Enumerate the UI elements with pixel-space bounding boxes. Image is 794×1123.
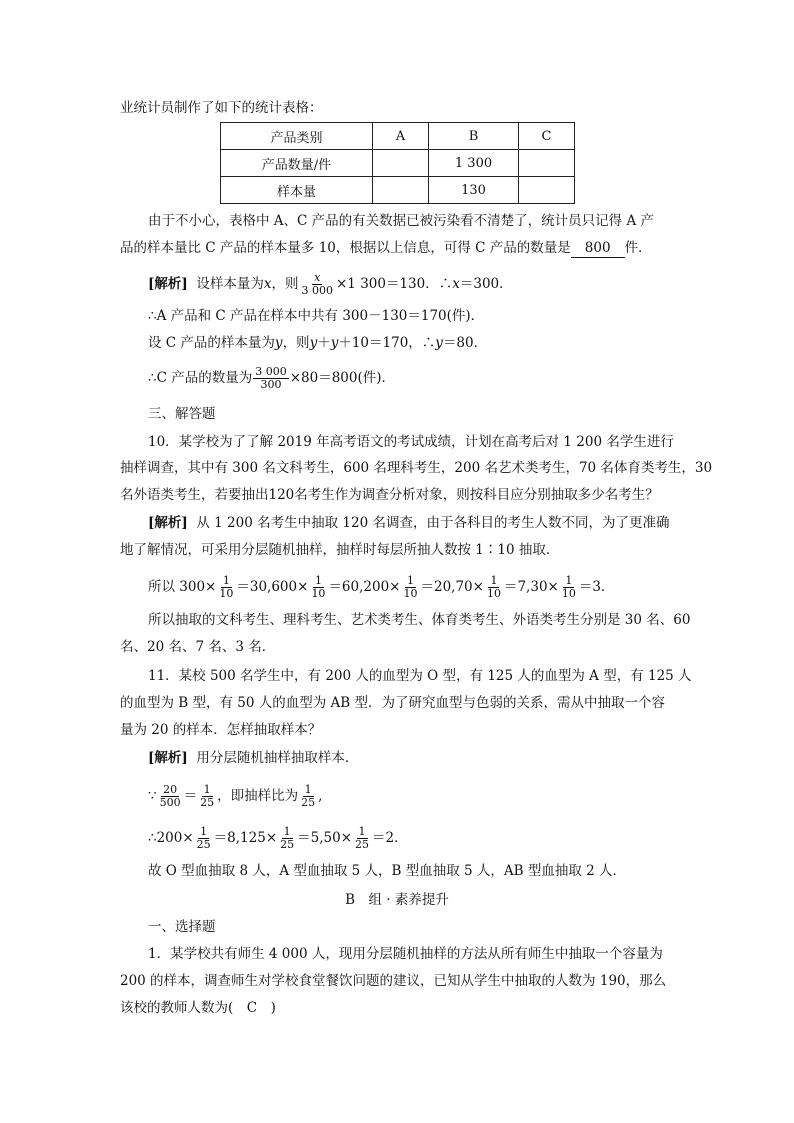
var-y: y <box>330 335 339 351</box>
table-cell: 130 <box>429 177 519 204</box>
fraction <box>485 575 503 600</box>
frac-den: 10 <box>486 587 501 600</box>
table-cell <box>373 177 429 204</box>
fraction <box>158 784 183 809</box>
frac-den: 300 <box>260 378 282 391</box>
table-header-cell: C <box>519 123 575 150</box>
frac-den: 10 <box>219 587 234 600</box>
frac-den: 10 <box>403 587 418 600</box>
q10-jx2: 地了解情况，可采用分层随机抽样，抽样时每层所抽人数按 1∶10 抽取． <box>120 542 560 558</box>
frac-num: 1 <box>200 825 208 838</box>
q9-text: 件． <box>624 240 652 256</box>
frac-num: 1 <box>222 574 230 587</box>
q10-line3: 名外语类考生，若要抽出120名考生作为调查分析对象，则按科目应分别抽取多少名考生？ <box>120 487 659 503</box>
q11-text: ＝5,50× <box>297 830 353 846</box>
var-y: y <box>435 335 443 351</box>
var-x: x <box>263 276 272 292</box>
because-symbol: ∵ <box>148 788 157 804</box>
frac-den: 3 000 <box>301 284 333 297</box>
q11-line2: 的血型为 B 型，有 50 人的血型为 AB 型．为了研究血型与色弱的关系，需从中抽取一个容 <box>120 695 666 711</box>
q9-jx2: ∴A 产品和 C 产品在样本中共有 300－130＝170(件)． <box>148 308 485 324</box>
q11-text: ＝8,125× <box>213 830 278 846</box>
b1-line2: 200 的样本，调查师生对学校食堂餐饮问题的建议，已知从学生中抽取的人数为 190，那么 <box>120 973 667 989</box>
table-header-cell: A <box>373 123 429 150</box>
q9-text: ＝300． <box>459 276 513 292</box>
q10-line1: 10．某学校为了了解 2019 年高考语文的考试成绩，计划在高考后对 1 200 名学生进行 <box>148 434 674 450</box>
frac-num: 20 <box>163 783 178 796</box>
frac-num: 1 <box>565 574 573 587</box>
stats-table <box>220 122 575 204</box>
frac-den: 10 <box>561 587 576 600</box>
fraction <box>198 784 216 809</box>
table-cell: 1 300 <box>429 150 519 177</box>
var-y: y <box>309 335 318 351</box>
q9-text: 品的样本量比 C 产品的样本量多 10，根据以上信息，可得 C 产品的数量是 <box>120 240 571 256</box>
frac-den: 25 <box>355 838 370 851</box>
q11-text: ＝ <box>183 788 198 804</box>
q11-text: ，即抽样比为 <box>217 788 299 804</box>
fraction <box>300 272 336 297</box>
fraction <box>299 784 317 809</box>
table-cell: 样本量 <box>221 177 373 204</box>
table-cell <box>519 177 575 204</box>
frac-num: 1 <box>304 783 312 796</box>
q10-res2: 名、20 名、7 名、3 名． <box>120 639 276 655</box>
q10-calc <box>148 575 614 600</box>
frac-num: 1 <box>407 574 414 587</box>
q9-answer: 800 <box>571 239 625 258</box>
fraction <box>278 826 296 851</box>
q11-final: 故 O 型血抽取 8 人，A 型血抽取 5 人，B 型血抽取 5 人，AB 型血抽取 2 人． <box>148 863 627 879</box>
b1-line1: 1．某学校共有师生 4 000 人，现用分层随机抽样的方法从所有师生中抽取一个容量为 <box>148 946 663 962</box>
q10-text: ＝30,600× <box>236 579 309 595</box>
table-cell <box>519 150 575 177</box>
q11-line1: 11．某校 500 名学生中，有 200 人的血型为 O 型，有 125 人的血型为 A 型，有 125 人 <box>148 668 692 684</box>
q9-line1: 由于不小心，表格中 A、C 产品的有关数据已被污染看不清楚了，统计员只记得 A 产 <box>148 213 654 229</box>
q9-jx3: 设 C 产品的样本量为y，则y＋y＋10＝170，∴y＝80． <box>148 335 488 351</box>
frac-den: 25 <box>196 838 211 851</box>
frac-num: 1 <box>358 825 366 838</box>
q9-text: 设 C 产品的样本量为 <box>148 335 275 351</box>
b1-line3: 该校的教师人数为( C ) <box>120 1000 276 1016</box>
table-row <box>221 150 575 177</box>
fraction <box>195 826 213 851</box>
q10-text: ＝7,30× <box>503 579 559 595</box>
fraction <box>353 826 371 851</box>
fraction <box>217 575 235 600</box>
q11-jx1 <box>148 749 358 767</box>
q10-jx1 <box>148 514 669 532</box>
q11-ratio <box>148 784 322 809</box>
table-row <box>221 177 575 204</box>
q9-jx4 <box>148 366 395 391</box>
intro-text: 业统计员制作了如下的统计表格： <box>120 100 323 116</box>
var-y: y <box>274 335 283 351</box>
q9-text: ×80＝800(件)． <box>289 370 396 386</box>
group-heading: B 组 · 素养提升 <box>345 892 449 908</box>
fraction <box>253 366 289 391</box>
table-header-cell: B <box>429 123 519 150</box>
q10-text: 从 1 200 名考生中抽取 120 名调查，由于各科目的考生人数不同，为了更准确 <box>196 515 670 531</box>
table-header-cell: 产品类别 <box>221 123 373 150</box>
q9-text: 设样本量为 <box>196 276 264 292</box>
frac-num: 1 <box>283 825 291 838</box>
q9-text: ∴C 产品的数量为 <box>148 370 253 386</box>
table-header-row <box>221 123 575 150</box>
frac-den: 10 <box>311 587 326 600</box>
analysis-tag: [解析] <box>148 515 188 531</box>
q10-line2: 抽样调查，其中有 300 名文科考生，600 名理科考生，200 名艺术类考生，70 名体育类考生，30 <box>120 460 713 476</box>
q10-text: ＝20,70× <box>420 579 484 595</box>
q9-text: ，则 <box>282 335 310 351</box>
frac-den: 25 <box>301 796 316 809</box>
table-cell <box>373 150 429 177</box>
q10-res1: 所以抽取的文科考生、理科考生、艺术类考生、体育类考生、外语类考生分别是 30 名、60 <box>148 612 691 628</box>
q9-jx1 <box>148 272 513 297</box>
frac-den: 25 <box>200 796 215 809</box>
frac-num: 3 000 <box>255 365 287 378</box>
frac-num: 1 <box>490 574 498 587</box>
frac-den: 25 <box>280 838 295 851</box>
fraction <box>560 575 578 600</box>
q10-text: ＝3． <box>578 579 615 595</box>
q11-line3: 量为 20 的样本．怎样抽取样本？ <box>120 722 322 738</box>
q9-text: ＝80． <box>442 335 488 351</box>
frac-den: 500 <box>159 796 181 809</box>
frac-num: 1 <box>314 574 322 587</box>
q11-calc <box>148 826 408 851</box>
q10-text: 所以 300× <box>148 579 217 595</box>
fraction <box>402 575 420 600</box>
q9-text: ×1 300＝130．∴ <box>336 276 453 292</box>
fraction <box>309 575 327 600</box>
q9-text: ，则 <box>271 276 299 292</box>
section-heading: 三、解答题 <box>148 406 216 422</box>
section-heading: 一、选择题 <box>148 919 216 935</box>
analysis-tag: [解析] <box>148 276 188 292</box>
q10-text: ＝60,200× <box>328 579 401 595</box>
var-x: x <box>452 276 460 292</box>
frac-num: x <box>314 271 321 284</box>
q11-text: 用分层随机抽样抽取样本． <box>196 750 359 766</box>
q9-line2 <box>120 239 652 258</box>
frac-num: 1 <box>203 783 211 796</box>
q11-text: ∴200× <box>148 830 194 846</box>
q9-text: ＋10＝170，∴ <box>338 335 436 351</box>
q11-text: ＝2． <box>372 830 408 846</box>
analysis-tag: [解析] <box>148 750 188 766</box>
table-cell: 产品数量/件 <box>221 150 373 177</box>
q11-text: , <box>318 788 323 804</box>
